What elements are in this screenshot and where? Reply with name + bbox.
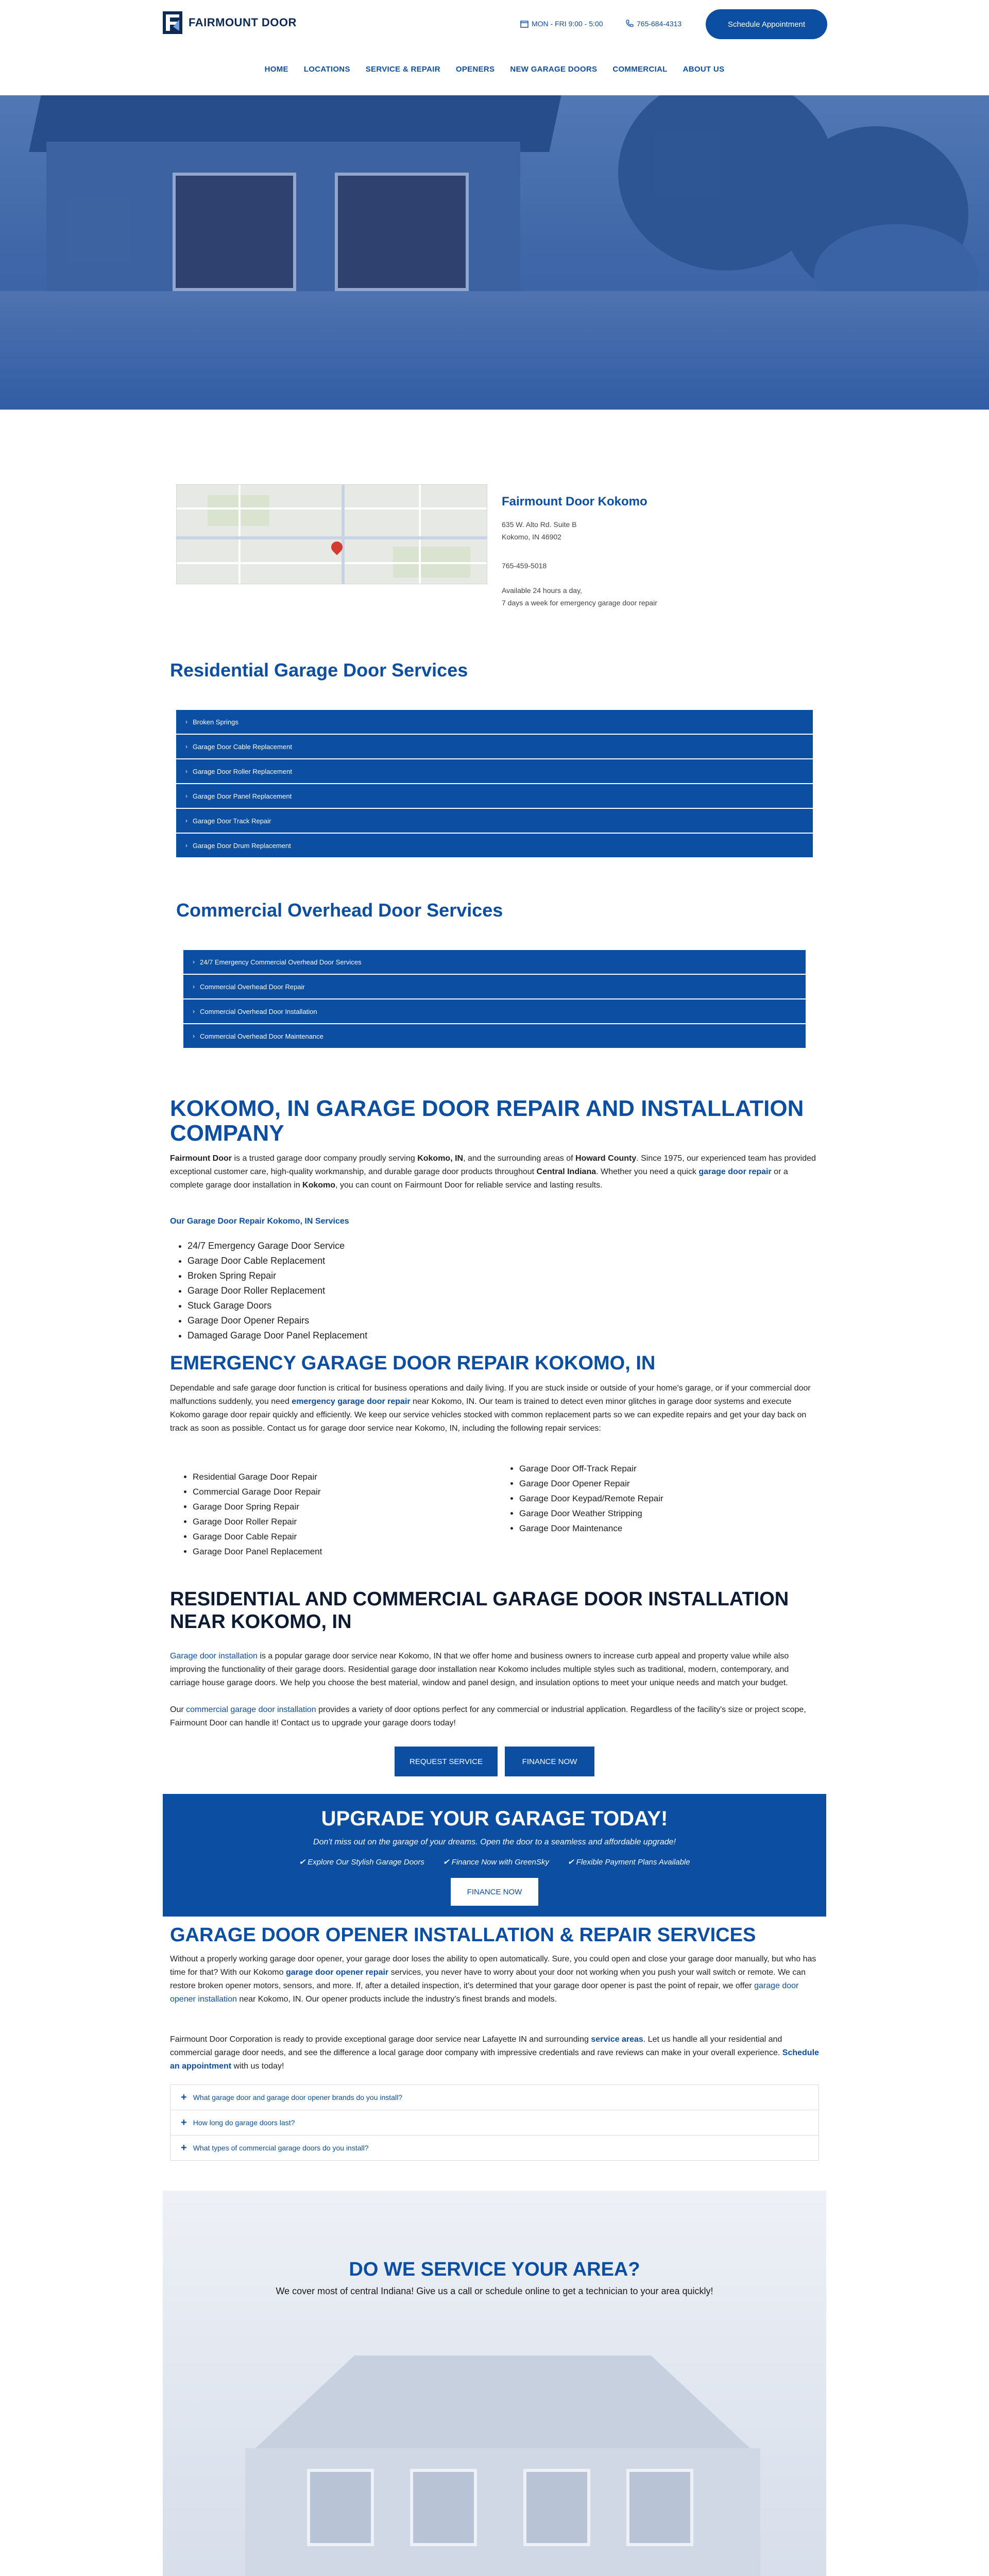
hero-image — [0, 95, 989, 410]
commercial-installation-link[interactable]: commercial garage door installation — [186, 1705, 316, 1714]
install-paragraph: Garage door installation is a popular garage door service near Kokomo, IN that we offer home and business owners to increase curb appeal and property value while also improving the functionality of their garage doors. Residential garage door installation near Kokomo includes multiple styles such as traditional, modern, contemporary, and carriage house garage doors. We help you choose the best material, window and panel design, and insulation options to meet your unique needs and match your budget. — [170, 1652, 789, 1687]
faq-item[interactable]: + How long do garage doors last? — [170, 2110, 819, 2136]
list-item[interactable]: › Commercial Overhead Door Repair — [183, 975, 806, 999]
list-item[interactable]: › 24/7 Emergency Commercial Overhead Door Services — [183, 950, 806, 975]
list-item: • Garage Door Cable Replacement — [187, 1253, 367, 1268]
main-nav — [0, 65, 989, 74]
site-header — [0, 0, 989, 95]
nav-openers[interactable]: OPENERS — [455, 65, 495, 74]
chevron-right-icon: › — [185, 743, 187, 750]
location-map[interactable] — [176, 484, 487, 584]
list-item: • Garage Door Panel Replacement — [193, 1544, 322, 1559]
list-item: • Garage Door Off-Track Repair — [519, 1461, 663, 1476]
service-area-banner — [163, 2191, 826, 2576]
list-item[interactable]: › Garage Door Panel Replacement — [176, 784, 813, 809]
location-info — [502, 495, 657, 609]
chevron-right-icon: › — [193, 1008, 195, 1015]
install-commercial-paragraph: Our commercial garage door installation provides a variety of door options perfect for any commercial or industrial application. Regardless of the facility's size or project scope, Fairmount Door can handle it! Contact us to upgrade your garage doors today! — [170, 1705, 806, 1727]
check-icon: ✔ — [442, 1858, 452, 1867]
emergency-list-left — [181, 1469, 322, 1559]
chevron-right-icon: › — [193, 983, 195, 990]
residential-services-list — [176, 710, 813, 858]
chevron-right-icon: › — [185, 718, 187, 725]
list-item: • Commercial Garage Door Repair — [193, 1484, 322, 1499]
opener-paragraph: Without a properly working garage door opener, your garage door loses the ability to open automatically. Sure, you could open and close your garage door manually, but who has time for that? With our Kokomo garage door opener repair services, you never have to worry about your door not working when you push your wall switch or remote. We can restore broken opener motors, sensors, and more. If, after a detailed inspection, it's determined that your garage door opener is past the point of repair, we offer garage door opener installation near Kokomo, IN. Our opener products include the industry's finest brands and models. — [170, 1955, 816, 2004]
feature-item: ✔ Explore Our Stylish Garage Doors — [299, 1858, 424, 1867]
nav-home[interactable]: HOME — [264, 65, 288, 74]
location-address: 635 W. Alto Rd. Suite B — [502, 520, 577, 529]
logo-mark-icon — [163, 11, 182, 34]
list-item: • Garage Door Roller Replacement — [187, 1283, 367, 1298]
list-item: • Residential Garage Door Repair — [193, 1469, 322, 1484]
chevron-right-icon: › — [185, 842, 187, 849]
list-item: • Garage Door Opener Repairs — [187, 1313, 367, 1328]
calendar-icon — [520, 20, 528, 28]
emergency-title: EMERGENCY GARAGE DOOR REPAIR KOKOMO, IN — [170, 1352, 656, 1374]
list-item[interactable]: › Commercial Overhead Door Maintenance — [183, 1024, 806, 1049]
list-item: • Garage Door Spring Repair — [193, 1499, 322, 1514]
opener-title: GARAGE DOOR OPENER INSTALLATION & REPAIR SERVICES — [170, 1924, 756, 1946]
header-phone[interactable] — [625, 20, 681, 28]
faq-accordion — [170, 2084, 819, 2160]
chevron-right-icon: › — [185, 768, 187, 775]
feature-item: ✔ Flexible Payment Plans Available — [567, 1858, 690, 1867]
schedule-appointment-button[interactable]: Schedule Appointment — [706, 9, 827, 39]
location-block — [176, 484, 813, 639]
service-areas-link[interactable]: service areas — [591, 2035, 643, 2044]
upgrade-title: UPGRADE YOUR GARAGE TODAY! — [321, 1807, 668, 1830]
brand-logo[interactable] — [163, 11, 297, 34]
emergency-paragraph: Dependable and safe garage door function is critical for business operations and daily living. If you are stuck inside or outside of your home's garage, or if your commercial door malfunctions suddenly, you need emergency garage door repair near Kokomo, IN. Our team is trained to detect even minor glitches in garage door systems and execute Kokomo garage door repair quickly and efficiently. We keep our service vehicles stocked with common replacement parts so we can expedite repairs and get your day back on track as soon as possible. Contact us for garage door service near Kokomo, IN, including the following repair services: — [170, 1384, 811, 1433]
list-item: • Garage Door Cable Repair — [193, 1529, 322, 1544]
upgrade-banner — [163, 1794, 826, 1917]
phone-text: 765-684-4313 — [637, 20, 682, 28]
location-city: Kokomo, IN 46902 — [502, 533, 561, 541]
request-service-button[interactable]: REQUEST SERVICE — [395, 1747, 498, 1776]
upgrade-finance-button[interactable]: FINANCE NOW — [451, 1878, 538, 1906]
service-area-title: DO WE SERVICE YOUR AREA? — [349, 2259, 640, 2280]
chevron-right-icon: › — [185, 817, 187, 824]
residential-title: Residential Garage Door Services — [170, 659, 468, 681]
nav-locations[interactable]: LOCATIONS — [303, 65, 350, 74]
garage-door-installation-link[interactable]: Garage door installation — [170, 1652, 258, 1660]
list-item: • Garage Door Weather Stripping — [519, 1506, 663, 1521]
list-item[interactable]: › Commercial Overhead Door Installation — [183, 999, 806, 1024]
nav-commercial[interactable]: COMMERCIAL — [612, 65, 668, 74]
install-title: RESIDENTIAL AND COMMERCIAL GARAGE DOOR INSTALLATION NEAR KOKOMO, IN — [170, 1588, 789, 1633]
check-icon: ✔ — [299, 1858, 308, 1867]
list-item: • Stuck Garage Doors — [187, 1298, 367, 1313]
intro-subheading: Our Garage Door Repair Kokomo, IN Services — [170, 1217, 349, 1226]
service-area-subtitle: We cover most of central Indiana! Give us a call or schedule online to get a technician to your area quickly! — [276, 2286, 713, 2296]
chevron-right-icon: › — [193, 1032, 195, 1040]
hours-text: MON - FRI 9:00 - 5:00 — [532, 20, 603, 28]
location-availability: Available 24 hours a day, — [502, 586, 582, 595]
faq-item[interactable]: + What types of commercial garage doors do you install? — [170, 2135, 819, 2161]
list-item[interactable]: › Garage Door Drum Replacement — [176, 834, 813, 858]
business-hours — [520, 20, 603, 28]
list-item: • 24/7 Emergency Garage Door Service — [187, 1239, 367, 1253]
chevron-right-icon: › — [193, 958, 195, 965]
phone-icon — [625, 20, 634, 28]
nav-service-repair[interactable]: SERVICE & REPAIR — [365, 65, 440, 74]
emergency-list-right — [508, 1461, 663, 1536]
list-item: • Garage Door Opener Repair — [519, 1476, 663, 1491]
plus-icon: + — [181, 2116, 187, 2128]
upgrade-features — [163, 1857, 826, 1867]
list-item: • Garage Door Maintenance — [519, 1521, 663, 1536]
commercial-services-list — [183, 950, 806, 1049]
faq-item[interactable]: + What garage door and garage door opener brands do you install? — [170, 2084, 819, 2110]
feature-item: ✔ Finance Now with GreenSky — [442, 1858, 549, 1867]
emergency-repair-link[interactable]: emergency garage door repair — [292, 1397, 411, 1406]
brand-name: FAIRMOUNT DOOR — [189, 16, 297, 29]
list-item: • Garage Door Roller Repair — [193, 1514, 322, 1529]
location-title: Fairmount Door Kokomo — [502, 495, 647, 509]
opener-service-paragraph: Fairmount Door Corporation is ready to provide exceptional garage door service near Lafayette IN and surrounding service areas. Let us handle all your residential and commercial garage door needs, and see the difference a local garage door company with impressive credentials and rave reviews can make in your overall experience. Schedule an appointment with us today! — [170, 2035, 819, 2071]
opener-repair-link[interactable]: garage door opener repair — [285, 1968, 389, 1977]
page-title: KOKOMO, IN GARAGE DOOR REPAIR AND INSTALLATION COMPANY — [170, 1096, 804, 1146]
list-item[interactable]: › Garage Door Roller Replacement — [176, 759, 813, 784]
garage-door-repair-link[interactable]: garage door repair — [698, 1167, 772, 1176]
location-availability-detail: 7 days a week for emergency garage door repair — [502, 599, 657, 607]
check-icon: ✔ — [567, 1858, 576, 1867]
commercial-title: Commercial Overhead Door Services — [176, 900, 503, 921]
list-item[interactable]: › Broken Springs — [176, 710, 813, 735]
list-item: • Damaged Garage Door Panel Replacement — [187, 1328, 367, 1343]
location-phone[interactable]: 765-459-5018 — [502, 562, 547, 570]
finance-now-button[interactable]: FINANCE NOW — [505, 1747, 594, 1776]
nav-new-garage-doors[interactable]: NEW GARAGE DOORS — [510, 65, 598, 74]
plus-icon: + — [181, 2091, 187, 2103]
nav-about-us[interactable]: ABOUT US — [683, 65, 725, 74]
list-item[interactable]: › Garage Door Cable Replacement — [176, 735, 813, 759]
intro-services-list — [176, 1239, 367, 1343]
schedule-appointment-link[interactable]: Schedule an appointment — [170, 2048, 819, 2071]
list-item: • Broken Spring Repair — [187, 1268, 367, 1283]
list-item: • Garage Door Keypad/Remote Repair — [519, 1491, 663, 1506]
plus-icon: + — [181, 2142, 187, 2154]
opener-installation-link[interactable]: garage door opener installation — [170, 1981, 799, 2004]
upgrade-subtitle: Don't miss out on the garage of your dreams. Open the door to a seamless and affordable upgrade! — [313, 1838, 676, 1846]
chevron-right-icon: › — [185, 792, 187, 800]
intro-paragraph: Fairmount Door is a trusted garage door company proudly serving Kokomo, IN, and the surrounding areas of Howard County. Since 1975, our experienced team has provided exceptional customer care, high-quality workmanship, and durable garage door products throughout Central Indiana. Whether you need a quick garage door repair or a complete garage door installation in Kokomo, you can count on Fairmount Door for reliable service and lasting results. — [170, 1154, 816, 1190]
list-item[interactable]: › Garage Door Track Repair — [176, 809, 813, 834]
